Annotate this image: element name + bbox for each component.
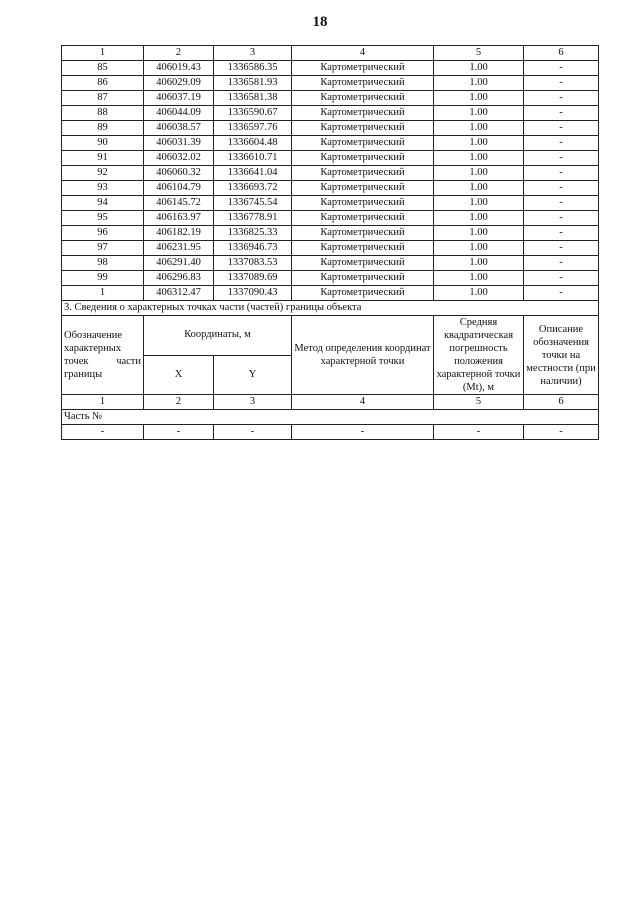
x-cell: 406312.47: [144, 286, 214, 301]
table-row: [62, 136, 599, 151]
y-cell: 1337089.69: [214, 271, 292, 286]
column-number: 1: [62, 395, 144, 410]
column-number: 2: [144, 46, 214, 61]
table-row: [62, 181, 599, 196]
table-row: [62, 91, 599, 106]
x-cell: 406044.09: [144, 106, 214, 121]
method-cell: Картометрический: [292, 226, 434, 241]
section-title: 3. Сведения о характерных точках части (частей) границы объекта: [62, 301, 599, 316]
table-row: [62, 211, 599, 226]
y-cell: 1336946.73: [214, 241, 292, 256]
x-cell: 406163.97: [144, 211, 214, 226]
y-cell: 1336745.54: [214, 196, 292, 211]
point-number-cell: 98: [62, 256, 144, 271]
error-cell: 1.00: [434, 106, 524, 121]
error-cell: 1.00: [434, 271, 524, 286]
description-cell: -: [524, 121, 599, 136]
error-cell: 1.00: [434, 121, 524, 136]
x-cell: 406029.09: [144, 76, 214, 91]
column-number: 6: [524, 395, 599, 410]
part-label: Часть №: [62, 410, 599, 425]
y-cell: 1336586.35: [214, 61, 292, 76]
description-cell: -: [524, 61, 599, 76]
empty-cell: -: [62, 425, 144, 440]
description-cell: -: [524, 271, 599, 286]
y-cell: 1336610.71: [214, 151, 292, 166]
point-number-cell: 85: [62, 61, 144, 76]
method-cell: Картометрический: [292, 76, 434, 91]
x-cell: 406032.02: [144, 151, 214, 166]
empty-data-row: [62, 425, 599, 440]
description-cell: -: [524, 241, 599, 256]
empty-cell: -: [214, 425, 292, 440]
method-cell: Картометрический: [292, 91, 434, 106]
y-cell: 1336693.72: [214, 181, 292, 196]
point-number-cell: 86: [62, 76, 144, 91]
error-cell: 1.00: [434, 61, 524, 76]
error-cell: 1.00: [434, 211, 524, 226]
column-number: 6: [524, 46, 599, 61]
point-number-cell: 1: [62, 286, 144, 301]
point-number-cell: 90: [62, 136, 144, 151]
y-cell: 1336778.91: [214, 211, 292, 226]
description-cell: -: [524, 286, 599, 301]
column-number: 3: [214, 395, 292, 410]
point-number-cell: 95: [62, 211, 144, 226]
description-cell: -: [524, 181, 599, 196]
method-header: Метод определения координат характерной точки: [292, 316, 434, 395]
description-cell: -: [524, 211, 599, 226]
method-cell: Картометрический: [292, 256, 434, 271]
error-cell: 1.00: [434, 241, 524, 256]
point-number-cell: 87: [62, 91, 144, 106]
column-number: 5: [434, 46, 524, 61]
point-number-cell: 94: [62, 196, 144, 211]
part-row: [62, 410, 599, 425]
description-cell: -: [524, 106, 599, 121]
error-cell: 1.00: [434, 151, 524, 166]
y-cell: 1336581.93: [214, 76, 292, 91]
column-number: 5: [434, 395, 524, 410]
method-cell: Картометрический: [292, 181, 434, 196]
method-cell: Картометрический: [292, 196, 434, 211]
y-cell: 1336597.76: [214, 121, 292, 136]
table-row: [62, 241, 599, 256]
error-cell: 1.00: [434, 91, 524, 106]
method-cell: Картометрический: [292, 211, 434, 226]
section-title-row: [62, 301, 599, 316]
x-cell: 406031.39: [144, 136, 214, 151]
x-cell: 406019.43: [144, 61, 214, 76]
x-cell: 406037.19: [144, 91, 214, 106]
empty-cell: -: [434, 425, 524, 440]
page-number: 18: [312, 14, 328, 30]
method-cell: Картометрический: [292, 271, 434, 286]
point-number-cell: 99: [62, 271, 144, 286]
table-row: [62, 151, 599, 166]
method-cell: Картометрический: [292, 121, 434, 136]
description-cell: -: [524, 226, 599, 241]
point-number-cell: 89: [62, 121, 144, 136]
description-cell: -: [524, 91, 599, 106]
error-cell: 1.00: [434, 196, 524, 211]
y-cell: 1336590.67: [214, 106, 292, 121]
x-cell: 406145.72: [144, 196, 214, 211]
method-cell: Картометрический: [292, 136, 434, 151]
table-row: [62, 166, 599, 181]
column-number-row: [62, 46, 599, 61]
column-number: 4: [292, 46, 434, 61]
x-cell: 406038.57: [144, 121, 214, 136]
description-cell: -: [524, 136, 599, 151]
method-cell: Картометрический: [292, 106, 434, 121]
point-number-cell: 92: [62, 166, 144, 181]
table-row: [62, 196, 599, 211]
point-number-cell: 91: [62, 151, 144, 166]
x-cell: 406104.79: [144, 181, 214, 196]
method-cell: Картометрический: [292, 151, 434, 166]
designation-header: Обозначение характерных точек части границы: [62, 316, 144, 395]
point-number-cell: 96: [62, 226, 144, 241]
column-number: 1: [62, 46, 144, 61]
x-cell: 406291.40: [144, 256, 214, 271]
table-row: [62, 226, 599, 241]
description-cell: -: [524, 151, 599, 166]
table-row: [62, 76, 599, 91]
y-cell: 1337083.53: [214, 256, 292, 271]
column-number: 3: [214, 46, 292, 61]
table-row: [62, 61, 599, 76]
error-cell: 1.00: [434, 166, 524, 181]
x-cell: 406296.83: [144, 271, 214, 286]
y-cell: 1336641.04: [214, 166, 292, 181]
empty-cell: -: [292, 425, 434, 440]
table-row: [62, 106, 599, 121]
y-cell: 1336604.48: [214, 136, 292, 151]
description-cell: -: [524, 76, 599, 91]
description-cell: -: [524, 256, 599, 271]
y-cell: 1336825.33: [214, 226, 292, 241]
column-number: 4: [292, 395, 434, 410]
error-cell: 1.00: [434, 256, 524, 271]
description-cell: -: [524, 166, 599, 181]
y-cell: 1337090.43: [214, 286, 292, 301]
point-number-cell: 97: [62, 241, 144, 256]
y-cell: 1336581.38: [214, 91, 292, 106]
section-header-row: [62, 316, 599, 356]
table-row: [62, 256, 599, 271]
table-row: [62, 286, 599, 301]
description-cell: -: [524, 196, 599, 211]
error-cell: 1.00: [434, 136, 524, 151]
error-header: Средняя квадратическая погрешность положения характерной точки (Mt), м: [434, 316, 524, 395]
method-cell: Картометрический: [292, 166, 434, 181]
error-cell: 1.00: [434, 226, 524, 241]
error-cell: 1.00: [434, 181, 524, 196]
point-number-cell: 93: [62, 181, 144, 196]
x-cell: 406231.95: [144, 241, 214, 256]
y-header: Y: [214, 355, 292, 395]
section-column-number-row: [62, 395, 599, 410]
method-cell: Картометрический: [292, 286, 434, 301]
x-header: X: [144, 355, 214, 395]
x-cell: 406182.19: [144, 226, 214, 241]
method-cell: Картометрический: [292, 241, 434, 256]
table-row: [62, 271, 599, 286]
table-row: [62, 121, 599, 136]
method-cell: Картометрический: [292, 61, 434, 76]
description-header: Описание обозначения точки на местности (при наличии): [524, 316, 599, 395]
x-cell: 406060.32: [144, 166, 214, 181]
boundary-points-table: [61, 45, 599, 440]
empty-cell: -: [524, 425, 599, 440]
error-cell: 1.00: [434, 76, 524, 91]
column-number: 2: [144, 395, 214, 410]
error-cell: 1.00: [434, 286, 524, 301]
point-number-cell: 88: [62, 106, 144, 121]
coordinates-header: Координаты, м: [144, 316, 292, 356]
empty-cell: -: [144, 425, 214, 440]
